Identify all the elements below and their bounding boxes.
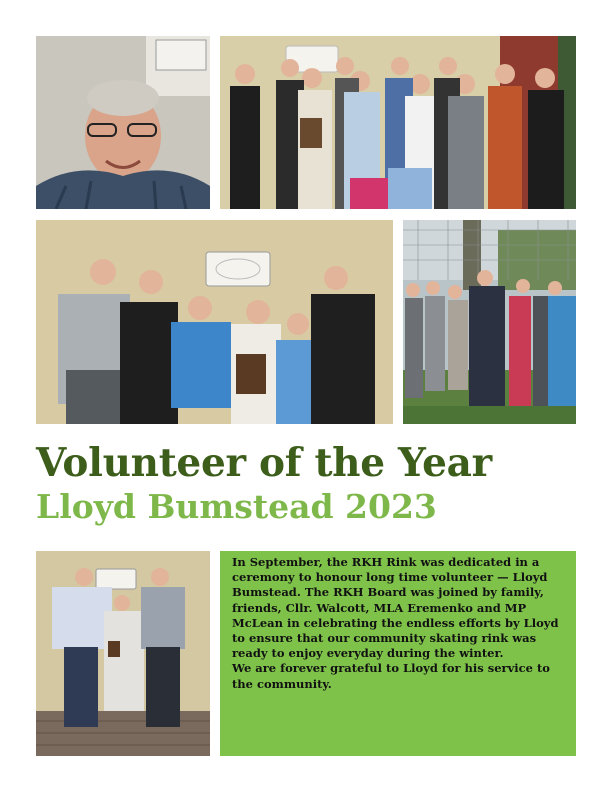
portrait-photo xyxy=(36,36,210,209)
page-title: Volunteer of the Year xyxy=(36,440,492,486)
trio-photo xyxy=(36,551,210,756)
article-paragraph: In September, the RKH Rink was dedicated in a ceremony to honour long time volunteer — Lloyd Bumstead. The RKH Board was joined by family, friends, Cllr. Walcott, MLA Eremenko and MP McLean in celebrating the endless efforts by Lloyd to ensure that our community skating rink was ready to enjoy everyday during the winter. xyxy=(232,555,559,661)
article-closing: We are forever grateful to Lloyd for his service to the community. xyxy=(232,661,550,691)
group-photo-large xyxy=(220,36,576,209)
group-photo-plaque xyxy=(36,220,393,424)
article-text-box xyxy=(220,551,576,756)
page-subtitle: Lloyd Bumstead 2023 xyxy=(36,487,437,526)
outdoor-gathering-photo xyxy=(403,220,576,424)
